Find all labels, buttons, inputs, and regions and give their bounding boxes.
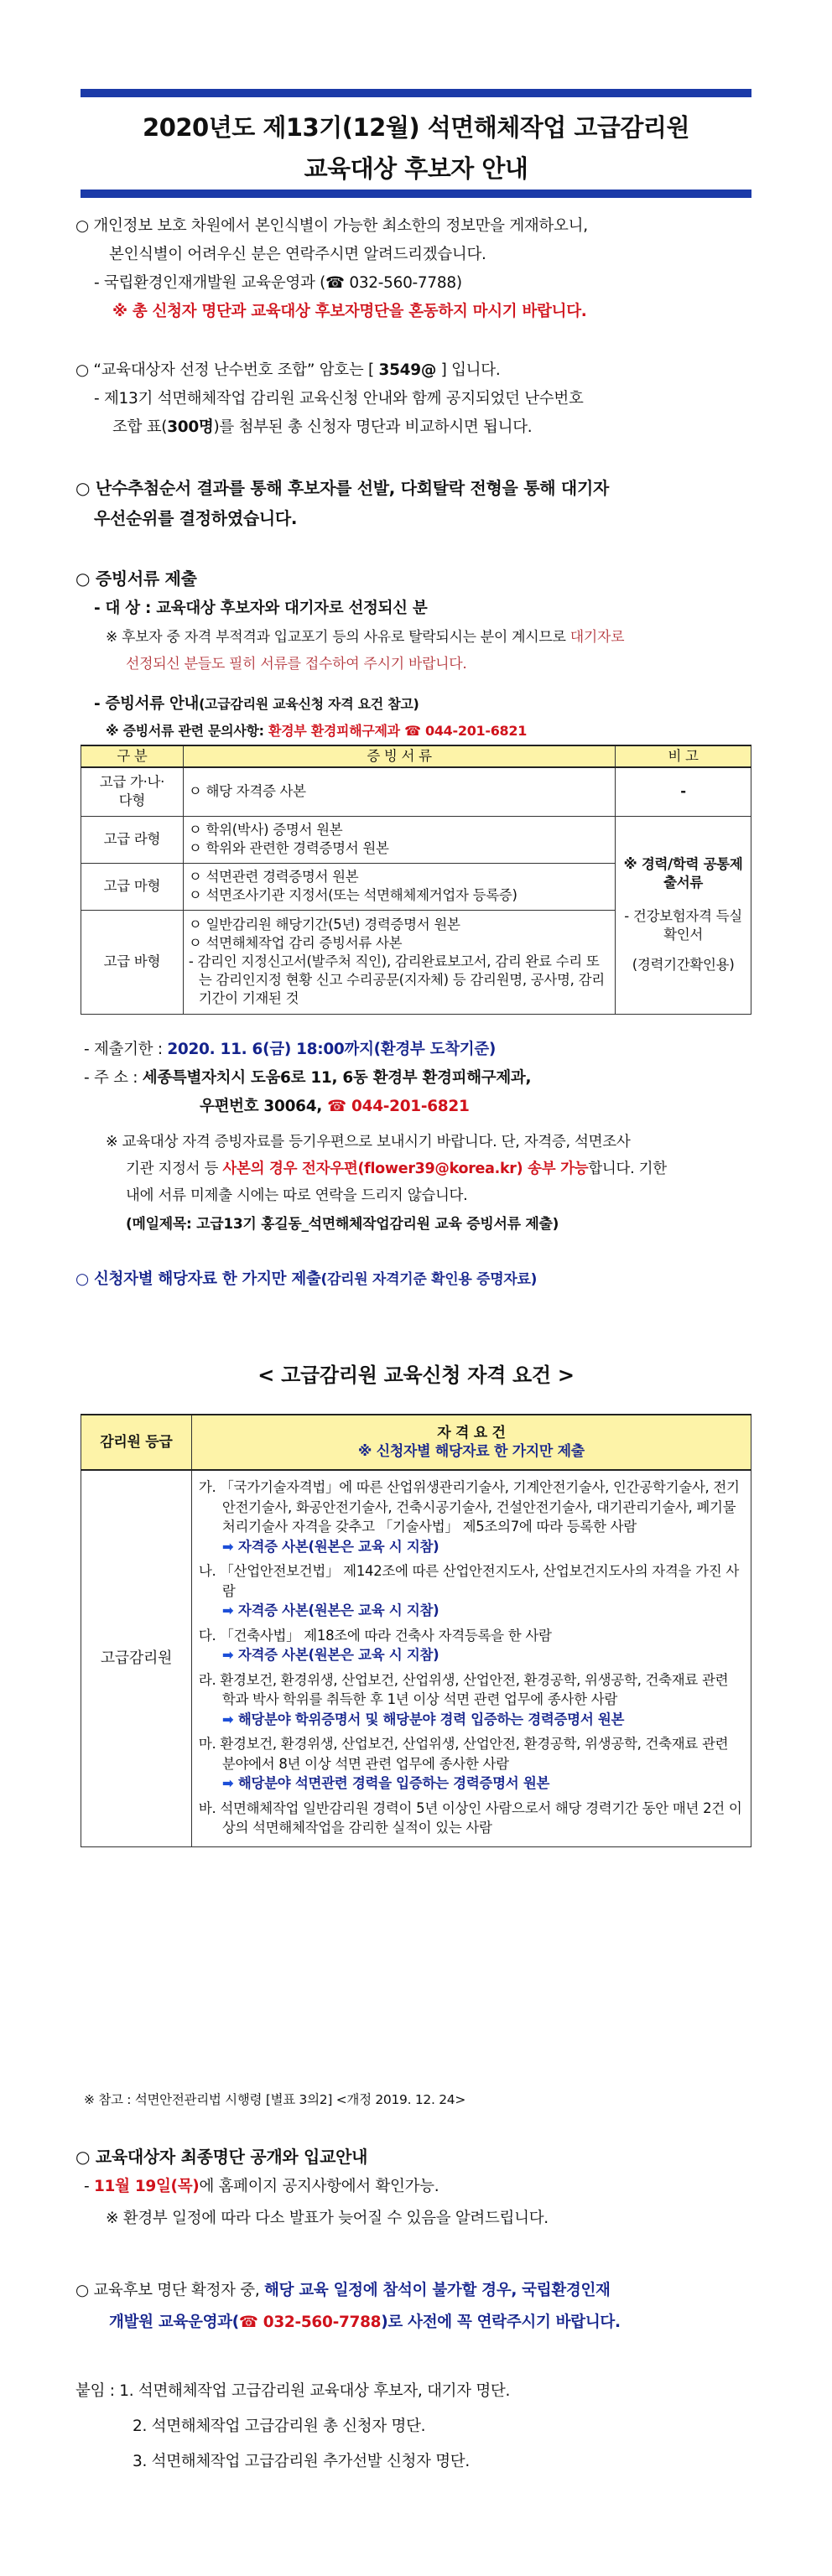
arrow-icon: ➡ <box>221 1711 234 1727</box>
grade-cell: 고급감리원 <box>81 1470 192 1846</box>
phone-icon: ☎ <box>404 723 421 739</box>
arrow-icon: ➡ <box>221 1602 234 1618</box>
requirement-text: 바. 석면해체작업 일반감리원 경력이 5년 이상인 사람으로서 해당 경력기간 동안 매년 2건 이상의 석면해체작업을 감리한 실적이 있는 사람 <box>198 1800 742 1836</box>
deadline-label: - 제출기한 : <box>84 1041 168 1058</box>
doc-item: ㅇ 석면해체작업 감리 증빙서류 사본 <box>188 935 403 951</box>
documents-heading: ○ 증빙서류 제출 <box>75 569 197 589</box>
attachments-label: 붙임 : <box>75 2382 120 2400</box>
announce-heading: ○ 교육대상자 최종명단 공개와 입교안내 <box>75 2147 368 2167</box>
arrow-icon: ➡ <box>221 1775 234 1791</box>
grade-cell: 고급 바형 <box>81 910 184 1014</box>
address-line <box>84 1067 531 1090</box>
note-b: 대기자로 <box>569 629 625 646</box>
inquiry-label: ※ 증빙서류 관련 문의사항: <box>106 723 268 739</box>
doc-item: - 감리인 지정신고서(발주처 직인), 감리완료보고서, 감리 완료 수리 또는 감리인지정 현황 신고 수리공문(지자체) 등 감리원명, 공사명, 감리 기간이 기재된 것 <box>188 953 605 1006</box>
privacy-contact <box>94 272 462 295</box>
requirements-footnote: ※ 참고 : 석면안전관리법 시행령 [별표 3의2] <개정 2019. 12. 24> <box>84 2092 466 2107</box>
password-line-1 <box>75 359 500 382</box>
grade-cell: 고급 가·나·다형 <box>81 767 184 816</box>
table-row <box>81 816 751 863</box>
side-note-body: - 건강보험자격 득실확인서 <box>624 908 742 943</box>
password-line-2: - 제13기 석면해체작업 감리원 교육신청 안내와 함께 공지되었던 난수번호 <box>94 390 584 408</box>
phone-icon: ☎ <box>238 2314 258 2331</box>
requirement-text: 다. 「건축사법」 제18조에 따라 건축사 자격등록을 한 사람 <box>198 1627 552 1644</box>
attachment-link-2[interactable]: 2. 석면해체작업 고급감리원 총 신청자 명단. <box>133 2418 426 2435</box>
documents-target <box>94 597 427 621</box>
requirement-proof-text: 자격증 사본(원본은 교육 시 지참) <box>237 1602 439 1618</box>
note2-a: 기관 지정서 등 <box>126 1161 223 1177</box>
target-value: 교육대상 후보자와 대기자로 선정되신 분 <box>156 600 428 617</box>
requirement-text: 나. 「산업안전보건법」 제142조에 따른 산업안전지도사, 산업보건지도사의 자격을 가진 사람 <box>198 1563 739 1599</box>
confirm-end: )로 사전에 꼭 연락주시기 바랍니다. <box>381 2314 621 2331</box>
table-header-row <box>81 745 751 767</box>
postcode-line <box>200 1095 470 1119</box>
lottery-line-2: 우선순위를 결정하였습니다. <box>94 508 298 528</box>
requirement-item <box>199 1478 744 1556</box>
docs-cell <box>183 767 615 816</box>
documents-table <box>81 745 751 1015</box>
doc-item: ㅇ 학위(박사) 증명서 원본 <box>188 822 343 838</box>
target-label: - 대 상 : <box>94 600 157 617</box>
side-note-sub: (경력기간확인용) <box>632 957 735 973</box>
documents-inquiry <box>106 719 527 743</box>
announce-dash: - <box>84 2178 94 2195</box>
announce-line-1 <box>84 2175 439 2199</box>
title-line-2: 교육대상 후보자 안내 <box>304 154 528 183</box>
doc-item: ㅇ 석면조사기관 지정서(또는 석면해체제거업자 등록증) <box>188 887 517 903</box>
requirement-proof-text: 해당분야 석면관련 경력을 입증하는 경력증명서 원본 <box>237 1775 550 1791</box>
requirement-proof-text: 자격증 사본(원본은 교육 시 지참) <box>237 1538 439 1555</box>
inquiry-phone: 044-201-6821 <box>420 723 528 739</box>
requirement-proof <box>199 1710 744 1730</box>
title-line-1: 2020년도 제13기(12월) 석면해체작업 고급감리원 <box>143 113 689 142</box>
doc-item: ㅇ 학위와 관련한 경력증명서 원본 <box>188 840 389 856</box>
note-a: ※ 후보자 중 자격 부적격과 입교포기 등의 사유로 탈락되시는 분이 계시므로 <box>106 629 570 646</box>
documents-note-2: 선정되신 분들도 필히 서류를 접수하여 주시기 바랍니다. <box>126 656 467 673</box>
submit-one: ○ 신청자별 해당자료 한 가지만 제출 <box>75 1270 321 1288</box>
address-value: 세종특별자치시 도움6로 11, 6동 환경부 환경피해구제과, <box>142 1069 532 1087</box>
requirement-proof-text: 자격증 사본(원본은 교육 시 지참) <box>237 1647 439 1663</box>
title-box <box>81 89 751 198</box>
attachment-link-3[interactable]: 3. 석면해체작업 고급감리원 추가선발 신청자 명단. <box>133 2453 470 2470</box>
table-row <box>81 767 751 816</box>
phone-icon: ☎ <box>325 274 345 292</box>
header-note: 비 고 <box>616 745 751 767</box>
attachments-line-1 <box>75 2380 510 2403</box>
note-cell: - <box>616 767 751 816</box>
announce-text: 에 홈페이지 공지사항에서 확인가능. <box>199 2178 439 2195</box>
requirement-proof <box>199 1645 744 1665</box>
contact-label: - 국립환경인재개발원 교육운영과 ( <box>94 274 326 292</box>
submit-one-sub: (감리원 자격기준 확인용 증명자료) <box>320 1271 538 1288</box>
header-grade: 감리원 등급 <box>81 1415 192 1470</box>
phone-icon: ☎ <box>327 1098 346 1115</box>
contact-phone: 032-560-7788) <box>344 274 462 292</box>
confirm-line-1 <box>75 2279 611 2303</box>
side-note-title: ※ 경력/학력 공통제출서류 <box>623 856 743 891</box>
address-phone: 044-201-6821 <box>346 1098 470 1115</box>
header-req-title: 자 격 요 건 <box>437 1425 506 1441</box>
postcode: 우편번호 30064, <box>200 1098 328 1115</box>
table-header-row <box>81 1415 751 1470</box>
password-line-3b: )를 첨부된 총 신청자 명단과 비교하시면 됩니다. <box>213 418 533 436</box>
deadline-value: 2020. 11. 6(금) 18:00까지(환경부 도착기준) <box>167 1041 497 1058</box>
header-requirements <box>191 1415 751 1470</box>
password-line-3a: 조합 표( <box>112 418 168 436</box>
password-code: 3549@ <box>378 361 437 379</box>
privacy-line-2: 본인식별이 어려우신 분은 연락주시면 알려드리겠습니다. <box>109 246 486 263</box>
password-count: 300명 <box>167 418 214 436</box>
requirements-table <box>81 1414 751 1847</box>
email-note: 사본의 경우 전자우편(flower39@korea.kr) 송부 가능 <box>222 1161 589 1177</box>
note2-b: 합니다. 기한 <box>588 1161 667 1177</box>
deadline-note-1: ※ 교육대상 자격 증빙자료를 등기우편으로 보내시기 바랍니다. 단, 자격증, 석면조사 <box>106 1134 631 1150</box>
doc-item: ㅇ 석면관련 경력증명서 원본 <box>188 869 359 885</box>
confirm-dept: 개발원 교육운영과( <box>109 2314 239 2331</box>
confirm-phone: 032-560-7788 <box>257 2314 382 2331</box>
attachment-link-1[interactable]: 1. 석면해체작업 고급감리원 교육대상 후보자, 대기자 명단. <box>119 2382 511 2400</box>
password-text-end: ] 입니다. <box>436 361 501 379</box>
requirement-item <box>199 1799 744 1838</box>
table-row <box>81 1470 751 1846</box>
doc-item: ㅇ 해당 자격증 사본 <box>188 783 306 800</box>
docs-cell <box>183 863 615 910</box>
documents-list-title <box>94 693 419 716</box>
confirm-highlight: 해당 교육 일정에 참석이 불가할 경우, 국립환경인재 <box>264 2282 611 2299</box>
documents-note-1 <box>106 626 624 649</box>
deadline-line <box>84 1038 496 1062</box>
confirm-text: ○ 교육후보 명단 확정자 중, <box>75 2282 265 2299</box>
requirements-cell <box>191 1470 751 1846</box>
docs-cell <box>183 816 615 863</box>
requirement-proof <box>199 1601 744 1621</box>
inquiry-dept: 환경부 환경피해구제과 <box>268 723 405 739</box>
requirements-heading: < 고급감리원 교육신청 자격 요건 > <box>257 1363 575 1387</box>
deadline-note-2 <box>126 1157 667 1181</box>
submit-one-note <box>75 1268 537 1291</box>
requirement-proof-text: 해당분야 학위증명서 및 해당분야 경력 입증하는 경력증명서 원본 <box>237 1711 625 1727</box>
arrow-icon: ➡ <box>221 1647 234 1663</box>
header-category: 구 분 <box>81 745 184 767</box>
list-title: - 증빙서류 안내 <box>94 695 200 713</box>
address-label: - 주 소 : <box>84 1069 143 1087</box>
password-line-3 <box>112 416 532 439</box>
requirement-item <box>199 1561 744 1621</box>
header-documents: 증 빙 서 류 <box>183 745 615 767</box>
arrow-icon: ➡ <box>221 1538 234 1555</box>
requirement-text: 가. 「국가기술자격법」에 따른 산업위생관리기술사, 기계안전기술사, 인간공학기술사, 전기안전기술사, 화공안전기술사, 건축시공기술사, 건설안전기술사, 대기관리기술사, 폐기물처리기술사 자격을 갖추고 「기술사법」 제5조의7에 따라 등록한 사람 <box>198 1479 740 1535</box>
list-title-small: (고급감리원 교육신청 자격 요건 참고) <box>199 696 419 712</box>
requirement-text: 라. 환경보건, 환경위생, 산업보건, 산업위생, 산업안전, 환경공학, 위생공학, 건축재료 관련 학과 박사 학위를 취득한 후 1년 이상 석면 관련 업무에 종사한 사람 <box>198 1671 729 1707</box>
requirement-proof <box>199 1774 744 1794</box>
docs-cell <box>183 910 615 1014</box>
deadline-note-3: 내에 서류 미제출 시에는 따로 연락을 드리지 않습니다. <box>126 1187 468 1204</box>
privacy-line-1: ○ 개인정보 보호 차원에서 본인식별이 가능한 최소한의 정보만을 게재하오니, <box>75 217 588 235</box>
header-req-sub: ※ 신청자별 해당자료 한 가지만 제출 <box>357 1443 585 1460</box>
grade-cell: 고급 라형 <box>81 816 184 863</box>
requirement-text: 마. 환경보건, 환경위생, 산업보건, 산업위생, 산업안전, 환경공학, 위생공학, 건축재료 관련 분야에서 8년 이상 석면 관련 업무에 종사한 사람 <box>198 1736 729 1772</box>
requirement-proof <box>199 1537 744 1557</box>
lottery-line-1: ○ 난수추첨순서 결과를 통해 후보자를 선발, 다회탈락 전형을 통해 대기자 <box>75 478 609 498</box>
requirement-item <box>199 1626 744 1665</box>
deadline-note-4: (메일제목: 고급13기 홍길동_석면해체작업감리원 교육 증빙서류 제출) <box>126 1216 559 1233</box>
password-text: ○ “교육대상자 선정 난수번호 조합” 암호는 [ <box>75 361 379 379</box>
privacy-warning: ※ 총 신청자 명단과 교육대상 후보자명단을 혼동하지 마시기 바랍니다. <box>112 303 587 320</box>
grade-cell: 고급 마형 <box>81 863 184 910</box>
side-note-cell <box>616 816 751 1014</box>
doc-item: ㅇ 일반감리원 해당기간(5년) 경력증명서 원본 <box>188 917 460 932</box>
announce-line-2: ※ 환경부 일정에 따라 다소 발표가 늦어질 수 있음을 알려드립니다. <box>106 2210 549 2227</box>
confirm-line-2 <box>109 2311 621 2334</box>
announce-date: 11월 19일(목) <box>93 2178 200 2195</box>
requirement-item <box>199 1734 744 1794</box>
requirement-item <box>199 1670 744 1730</box>
